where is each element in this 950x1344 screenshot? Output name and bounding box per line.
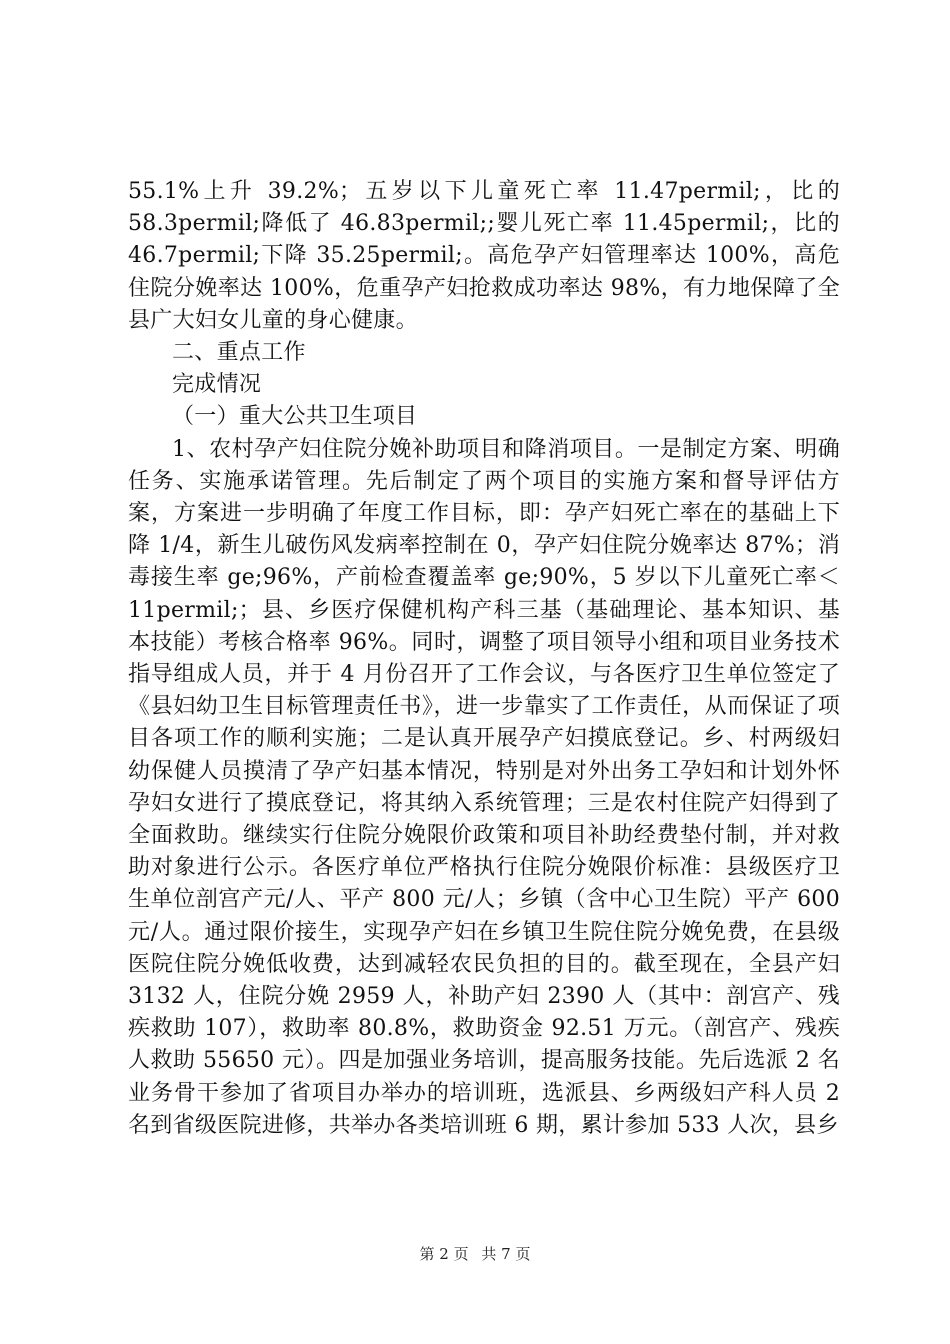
page-total: 共 7 页: [481, 1245, 531, 1263]
page-number: 第 2 页: [419, 1245, 469, 1263]
section-heading-key-work: 二、重点工作: [172, 340, 306, 366]
paragraph-statistics: 55.1%上升 39.2%；五岁以下儿童死亡率 11.47permil;，比的 58.3permil;降低了 46.83permil;;婴儿死亡率 11.45permil;，比的 46.7permil;下降 35.25permil;。高危孕产妇管理率达 100%，高危住院分娩率达 100%，危重孕产妇抢救成功率达 98%，有力地保障了全县广大妇女儿童的身心健康。: [128, 179, 840, 333]
document-body: [128, 176, 840, 1142]
section-heading-completion: 完成情况: [172, 372, 262, 398]
subsection-heading-public-health: （一）重大公共卫生项目: [172, 404, 418, 430]
paragraph-maternal-subsidy-project: 1、农村孕产妇住院分娩补助项目和降消项目。一是制定方案、明确任务、实施承诺管理。先后制定了两个项目的实施方案和督导评估方案，方案进一步明确了年度工作目标，即：孕产妇死亡率在的基础上下降 1/4，新生儿破伤风发病率控制在 0，孕产妇住院分娩率达 87%；消毒接生率 ge;96%，产前检查覆盖率 ge;90%，5 岁以下儿童死亡率＜11permil;；县、乡医疗保健机构产科三基（基础理论、基本知识、基本技能）考核合格率 96%。同时，调整了项目领导小组和项目业务技术指导组成人员，并于 4 月份召开了工作会议，与各医疗卫生单位签定了《县妇幼卫生目标管理责任书》，进一步靠实了工作责任，从而保证了项目各项工作的顺利实施；二是认真开展孕产妇摸底登记。乡、村两级妇幼保健人员摸清了孕产妇基本情况，特别是对外出务工孕妇和计划外怀孕妇女进行了摸底登记，将其纳入系统管理；三是农村住院产妇得到了全面救助。继续实行住院分娩限价政策和项目补助经费垫付制，并对救助对象进行公示。各医疗单位严格执行住院分娩限价标准：县级医疗卫生单位剖宫产元/人、平产 800 元/人；乡镇（含中心卫生院）平产 600 元/人。通过限价接生，实现孕产妇在乡镇卫生院住院分娩免费，在县级医院住院分娩低收费，达到减轻农民负担的目的。截至现在，全县产妇 3132 人，住院分娩 2959 人，补助产妇 2390 人（其中：剖宫产、残疾救助 107），救助率 80.8%，救助资金 92.51 万元。（剖宫产、残疾人救助 55650 元）。四是加强业务培训，提高服务技能。先后选派 2 名业务骨干参加了省项目办举办的培训班，选派县、乡两级妇产科人员 2 名到省级医院进修，共举办各类培训班 6 期，累计参加 533 人次，县乡: [128, 436, 840, 1138]
page-footer: [0, 1244, 950, 1264]
